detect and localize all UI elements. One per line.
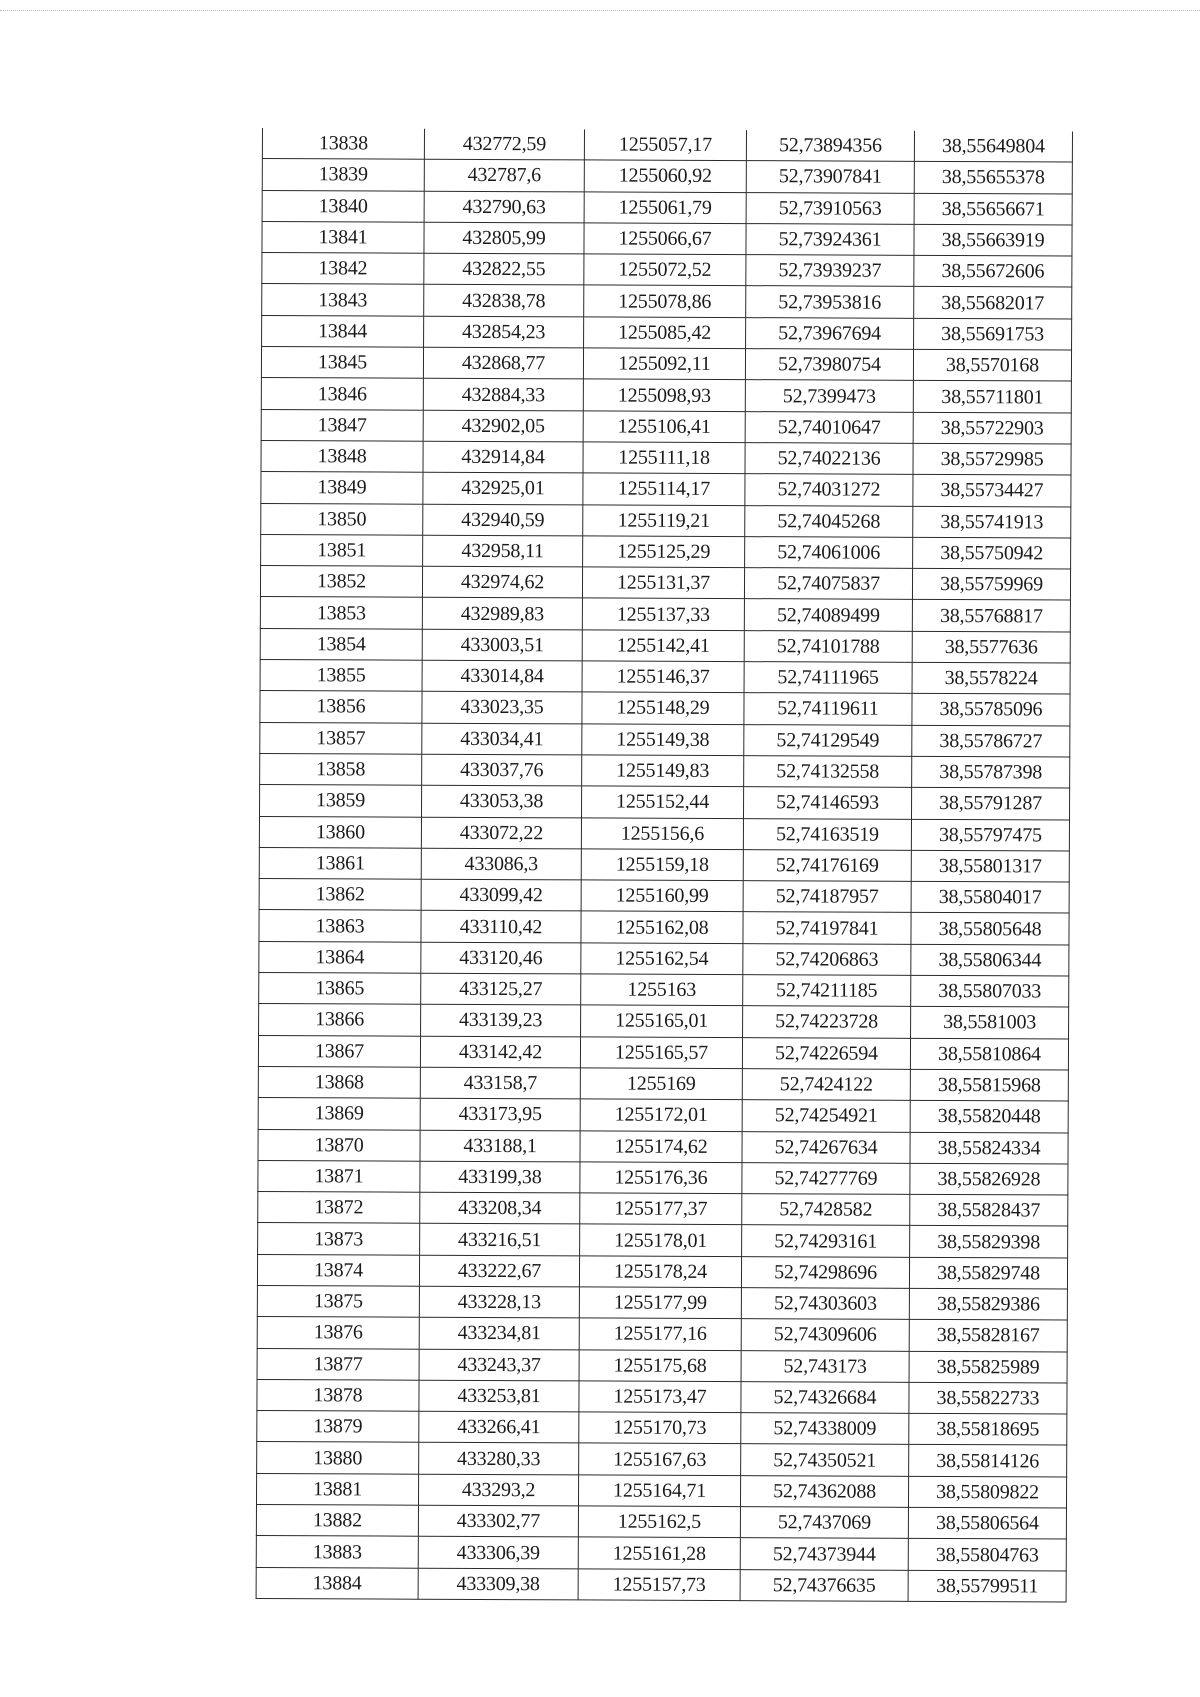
longitude-cell: 38,55801317 [911,850,1069,882]
point-number-cell: 13859 [259,785,421,817]
table-row [262,284,1072,319]
longitude-cell: 38,55825989 [909,1351,1067,1383]
latitude-cell: 52,74226594 [742,1037,910,1069]
latitude-cell: 52,74303603 [741,1288,909,1320]
y-coordinate-cell: 1255165,57 [580,1037,742,1069]
y-coordinate-cell: 1255162,5 [578,1506,740,1538]
longitude-cell: 38,55818695 [909,1414,1067,1446]
latitude-cell: 52,74031272 [745,474,913,506]
latitude-cell: 52,73907841 [746,161,914,193]
longitude-cell: 38,55655378 [914,162,1072,194]
y-coordinate-cell: 1255172,01 [580,1099,742,1131]
x-coordinate-cell: 433014,84 [422,660,582,692]
y-coordinate-cell: 1255092,11 [583,348,745,380]
longitude-cell: 38,55663919 [914,224,1072,256]
table-row [257,1317,1067,1352]
latitude-cell: 52,73910563 [746,192,914,224]
point-number-cell: 13867 [258,1035,420,1067]
latitude-cell: 52,74254921 [742,1100,910,1132]
latitude-cell: 52,74119611 [744,693,912,725]
y-coordinate-cell: 1255072,52 [584,254,746,286]
x-coordinate-cell: 433222,67 [419,1255,579,1287]
point-number-cell: 13853 [260,597,422,629]
point-number-cell: 13863 [259,910,421,942]
point-number-cell: 13851 [261,534,423,566]
latitude-cell: 52,73980754 [745,349,913,381]
point-number-cell: 13883 [256,1536,418,1568]
y-coordinate-cell: 1255061,79 [584,192,746,224]
longitude-cell: 38,55729985 [913,443,1071,475]
x-coordinate-cell: 433199,38 [420,1161,580,1193]
longitude-cell: 38,55786727 [912,725,1070,757]
table-row [260,691,1070,726]
latitude-cell: 52,74267634 [742,1131,910,1163]
y-coordinate-cell: 1255159,18 [581,849,743,881]
latitude-cell: 52,74163519 [743,818,911,850]
longitude-cell: 38,55734427 [913,475,1071,507]
y-coordinate-cell: 1255160,99 [581,880,743,912]
point-number-cell: 13839 [262,159,424,191]
latitude-cell: 52,743173 [741,1350,909,1382]
x-coordinate-cell: 433188,1 [420,1130,580,1162]
longitude-cell: 38,5577636 [912,631,1070,663]
table-row [261,472,1071,507]
longitude-cell: 38,55822733 [909,1382,1067,1414]
x-coordinate-cell: 432787,6 [424,160,584,192]
table-row [261,409,1071,444]
latitude-cell: 52,7437069 [740,1507,908,1539]
x-coordinate-cell: 433099,42 [421,879,581,911]
latitude-cell: 52,74197841 [743,912,911,944]
scan-edge-line [0,10,1200,11]
table-row [258,1098,1068,1133]
table-row [257,1379,1067,1414]
table-row [260,722,1070,757]
point-number-cell: 13842 [262,253,424,285]
point-number-cell: 13848 [261,440,423,472]
x-coordinate-cell: 433086,3 [421,848,581,880]
y-coordinate-cell: 1255152,44 [581,786,743,818]
table-row [257,1411,1067,1446]
x-coordinate-cell: 432884,33 [423,379,583,411]
longitude-cell: 38,55810864 [910,1038,1068,1070]
table-row [258,1035,1068,1070]
point-number-cell: 13858 [260,753,422,785]
x-coordinate-cell: 433306,39 [418,1537,578,1569]
latitude-cell: 52,74362088 [740,1475,908,1507]
y-coordinate-cell: 1255142,41 [582,630,744,662]
y-coordinate-cell: 1255114,17 [583,473,745,505]
x-coordinate-cell: 432868,77 [423,347,583,379]
point-number-cell: 13845 [261,347,423,379]
x-coordinate-cell: 433003,51 [422,629,582,661]
x-coordinate-cell: 433253,81 [419,1380,579,1412]
point-number-cell: 13882 [256,1505,418,1537]
latitude-cell: 52,74146593 [743,787,911,819]
y-coordinate-cell: 1255057,17 [584,129,746,161]
longitude-cell: 38,55682017 [914,287,1072,319]
table-row [256,1536,1066,1571]
table-row [260,566,1070,601]
point-number-cell: 13876 [257,1317,419,1349]
latitude-cell: 52,73953816 [746,286,914,318]
table-row [257,1254,1067,1289]
x-coordinate-cell: 433110,42 [421,911,581,943]
latitude-cell: 52,74223728 [743,1006,911,1038]
x-coordinate-cell: 433243,37 [419,1349,579,1381]
table-row [262,253,1072,288]
point-number-cell: 13868 [258,1066,420,1098]
longitude-cell: 38,5578224 [912,662,1070,694]
y-coordinate-cell: 1255167,63 [579,1443,741,1475]
x-coordinate-cell: 433280,33 [419,1443,579,1475]
point-number-cell: 13846 [261,378,423,410]
latitude-cell: 52,74326684 [741,1381,909,1413]
table-row [262,128,1072,162]
x-coordinate-cell: 433053,38 [421,785,581,817]
x-coordinate-cell: 433173,95 [420,1098,580,1130]
y-coordinate-cell: 1255169 [580,1068,742,1100]
table-row [258,1066,1068,1101]
point-number-cell: 13874 [257,1254,419,1286]
latitude-cell: 52,74187957 [743,881,911,913]
y-coordinate-cell: 1255078,86 [584,285,746,317]
table-row [258,1160,1068,1195]
latitude-cell: 52,74061006 [745,536,913,568]
point-number-cell: 13880 [257,1442,419,1474]
x-coordinate-cell: 433037,76 [422,754,582,786]
x-coordinate-cell: 432790,63 [424,191,584,223]
longitude-cell: 38,55806564 [908,1507,1066,1539]
latitude-cell: 52,74089499 [744,599,912,631]
longitude-cell: 38,55797475 [911,819,1069,851]
latitude-cell: 52,74022136 [745,443,913,475]
latitude-cell: 52,74211185 [743,975,911,1007]
latitude-cell: 52,74176169 [743,849,911,881]
y-coordinate-cell: 1255176,36 [580,1162,742,1194]
x-coordinate-cell: 433302,77 [418,1505,578,1537]
point-number-cell: 13879 [257,1411,419,1443]
x-coordinate-cell: 432772,59 [424,129,584,160]
longitude-cell: 38,55750942 [913,537,1071,569]
x-coordinate-cell: 433034,41 [422,723,582,755]
point-number-cell: 13850 [261,503,423,535]
longitude-cell: 38,55649804 [914,131,1072,162]
point-number-cell: 13860 [259,816,421,848]
point-number-cell: 13852 [260,566,422,598]
longitude-cell: 38,55672606 [914,256,1072,288]
table-row [261,534,1071,569]
table-row [261,440,1071,475]
x-coordinate-cell: 432805,99 [424,222,584,254]
point-number-cell: 13844 [262,315,424,347]
longitude-cell: 38,5581003 [911,1007,1069,1039]
longitude-cell: 38,55829748 [909,1257,1067,1289]
point-number-cell: 13866 [259,1004,421,1036]
y-coordinate-cell: 1255106,41 [583,411,745,443]
x-coordinate-cell: 433228,13 [419,1286,579,1318]
latitude-cell: 52,74277769 [742,1162,910,1194]
y-coordinate-cell: 1255177,16 [579,1318,741,1350]
y-coordinate-cell: 1255111,18 [583,442,745,474]
longitude-cell: 38,55814126 [909,1445,1067,1477]
point-number-cell: 13862 [259,879,421,911]
longitude-cell: 38,55805648 [911,913,1069,945]
latitude-cell: 52,7399473 [745,380,913,412]
longitude-cell: 38,55741913 [913,506,1071,538]
longitude-cell: 38,55711801 [913,381,1071,413]
table-row [261,503,1071,538]
point-number-cell: 13864 [259,941,421,973]
table-row [256,1505,1066,1540]
x-coordinate-cell: 432914,84 [423,441,583,473]
x-coordinate-cell: 433158,7 [420,1067,580,1099]
longitude-cell: 38,55826928 [910,1163,1068,1195]
table-row [258,1192,1068,1227]
latitude-cell: 52,74298696 [741,1256,909,1288]
latitude-cell: 52,74010647 [745,411,913,443]
point-number-cell: 13838 [262,128,424,160]
y-coordinate-cell: 1255146,37 [582,661,744,693]
table-row [258,1129,1068,1164]
x-coordinate-cell: 433293,2 [418,1474,578,1506]
y-coordinate-cell: 1255162,08 [581,911,743,943]
latitude-cell: 52,7424122 [742,1069,910,1101]
point-number-cell: 13854 [260,628,422,660]
latitude-cell: 52,74206863 [743,943,911,975]
y-coordinate-cell: 1255165,01 [581,1005,743,1037]
longitude-cell: 38,55691753 [914,318,1072,350]
longitude-cell: 38,55815968 [910,1069,1068,1101]
x-coordinate-cell: 432902,05 [423,410,583,442]
y-coordinate-cell: 1255066,67 [584,223,746,255]
longitude-cell: 38,55804763 [908,1539,1066,1571]
point-number-cell: 13855 [260,660,422,692]
y-coordinate-cell: 1255162,54 [581,943,743,975]
x-coordinate-cell: 433309,38 [418,1568,578,1600]
table-row [260,753,1070,788]
point-number-cell: 13856 [260,691,422,723]
latitude-cell: 52,74045268 [745,505,913,537]
longitude-cell: 38,55804017 [911,881,1069,913]
point-number-cell: 13877 [257,1348,419,1380]
table-row [262,221,1072,256]
y-coordinate-cell: 1255177,37 [580,1193,742,1225]
table-row [257,1442,1067,1477]
y-coordinate-cell: 1255157,73 [578,1569,740,1601]
x-coordinate-cell: 432838,78 [424,285,584,317]
table-row [259,941,1069,976]
latitude-cell: 52,74373944 [740,1538,908,1570]
point-number-cell: 13878 [257,1379,419,1411]
longitude-cell: 38,55807033 [911,975,1069,1007]
table-row [261,378,1071,413]
longitude-cell: 38,55656671 [914,193,1072,225]
latitude-cell: 52,74132558 [744,756,912,788]
longitude-cell: 38,55828167 [909,1320,1067,1352]
longitude-cell: 38,55785096 [912,694,1070,726]
x-coordinate-cell: 432974,62 [422,566,582,598]
longitude-cell: 38,55806344 [911,944,1069,976]
point-number-cell: 13875 [257,1285,419,1317]
table-row [258,1223,1068,1258]
x-coordinate-cell: 433142,42 [420,1036,580,1068]
point-number-cell: 13869 [258,1098,420,1130]
point-number-cell: 13884 [256,1567,418,1599]
point-number-cell: 13872 [258,1192,420,1224]
x-coordinate-cell: 433023,35 [422,692,582,724]
table-row [259,785,1069,820]
x-coordinate-cell: 433120,46 [421,942,581,974]
longitude-cell: 38,5570168 [913,349,1071,381]
x-coordinate-cell: 432989,83 [422,598,582,630]
point-number-cell: 13870 [258,1129,420,1161]
y-coordinate-cell: 1255161,28 [578,1537,740,1569]
table-row [262,159,1072,194]
longitude-cell: 38,55829398 [910,1226,1068,1258]
longitude-cell: 38,55824334 [910,1132,1068,1164]
latitude-cell: 52,74101788 [744,630,912,662]
point-number-cell: 13861 [259,847,421,879]
y-coordinate-cell: 1255098,93 [583,379,745,411]
point-number-cell: 13847 [261,409,423,441]
x-coordinate-cell: 433072,22 [421,817,581,849]
latitude-cell: 52,7428582 [742,1194,910,1226]
x-coordinate-cell: 432925,01 [423,472,583,504]
coordinates-table-body [256,128,1072,1602]
table-row [256,1473,1066,1508]
latitude-cell: 52,73924361 [746,224,914,256]
y-coordinate-cell: 1255178,24 [579,1256,741,1288]
longitude-cell: 38,55829386 [909,1288,1067,1320]
latitude-cell: 52,74376635 [740,1569,908,1601]
x-coordinate-cell: 433139,23 [421,1005,581,1037]
table-row [256,1567,1066,1602]
y-coordinate-cell: 1255173,47 [579,1381,741,1413]
latitude-cell: 52,74293161 [742,1225,910,1257]
point-number-cell: 13843 [262,284,424,316]
table-row [257,1348,1067,1383]
latitude-cell: 52,74111965 [744,662,912,694]
y-coordinate-cell: 1255148,29 [582,692,744,724]
table-row [259,973,1069,1008]
latitude-cell: 52,74350521 [741,1444,909,1476]
longitude-cell: 38,55759969 [912,568,1070,600]
y-coordinate-cell: 1255085,42 [584,317,746,349]
y-coordinate-cell: 1255178,01 [580,1224,742,1256]
y-coordinate-cell: 1255119,21 [583,504,745,536]
latitude-cell: 52,73939237 [746,255,914,287]
latitude-cell: 52,74338009 [741,1413,909,1445]
table-row [257,1285,1067,1320]
x-coordinate-cell: 433208,34 [420,1192,580,1224]
point-number-cell: 13871 [258,1160,420,1192]
latitude-cell: 52,74129549 [744,724,912,756]
y-coordinate-cell: 1255177,99 [579,1287,741,1319]
point-number-cell: 13849 [261,472,423,504]
x-coordinate-cell: 432854,23 [424,316,584,348]
y-coordinate-cell: 1255156,6 [581,817,743,849]
x-coordinate-cell: 432822,55 [424,253,584,285]
y-coordinate-cell: 1255125,29 [583,536,745,568]
point-number-cell: 13881 [256,1473,418,1505]
table-row [262,190,1072,225]
point-number-cell: 13865 [259,973,421,1005]
longitude-cell: 38,55820448 [910,1101,1068,1133]
x-coordinate-cell: 432958,11 [423,535,583,567]
y-coordinate-cell: 1255174,62 [580,1130,742,1162]
table-row [259,847,1069,882]
longitude-cell: 38,55799511 [908,1570,1066,1602]
table-row [260,628,1070,663]
latitude-cell: 52,73967694 [746,317,914,349]
y-coordinate-cell: 1255149,38 [582,724,744,756]
y-coordinate-cell: 1255163 [581,974,743,1006]
longitude-cell: 38,55768817 [912,600,1070,632]
table-row [259,910,1069,945]
longitude-cell: 38,55722903 [913,412,1071,444]
x-coordinate-cell: 433234,81 [419,1317,579,1349]
table-row [262,315,1072,350]
x-coordinate-cell: 432940,59 [423,504,583,536]
longitude-cell: 38,55809822 [908,1476,1066,1508]
point-number-cell: 13840 [262,190,424,222]
x-coordinate-cell: 433125,27 [421,973,581,1005]
table-row [260,597,1070,632]
x-coordinate-cell: 433216,51 [420,1224,580,1256]
y-coordinate-cell: 1255060,92 [584,160,746,192]
x-coordinate-cell: 433266,41 [419,1411,579,1443]
point-number-cell: 13841 [262,221,424,253]
coordinates-table [256,128,1073,1602]
y-coordinate-cell: 1255137,33 [582,598,744,630]
table-row [259,816,1069,851]
y-coordinate-cell: 1255175,68 [579,1349,741,1381]
table-row [259,879,1069,914]
latitude-cell: 52,74075837 [744,568,912,600]
table-row [260,660,1070,695]
longitude-cell: 38,55791287 [911,788,1069,820]
y-coordinate-cell: 1255170,73 [579,1412,741,1444]
longitude-cell: 38,55787398 [912,756,1070,788]
point-number-cell: 13873 [258,1223,420,1255]
latitude-cell: 52,73894356 [746,130,914,162]
longitude-cell: 38,55828437 [910,1194,1068,1226]
table-row [259,1004,1069,1039]
y-coordinate-cell: 1255164,71 [578,1475,740,1507]
table-row [261,347,1071,382]
y-coordinate-cell: 1255131,37 [582,567,744,599]
point-number-cell: 13857 [260,722,422,754]
latitude-cell: 52,74309606 [741,1319,909,1351]
y-coordinate-cell: 1255149,83 [582,755,744,787]
